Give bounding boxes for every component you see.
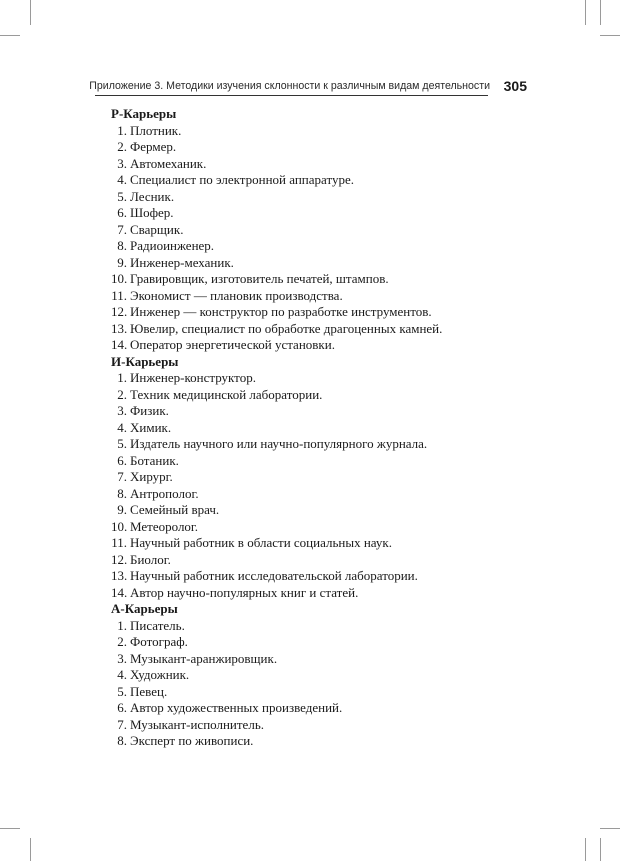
- list-item-text: Фермер.: [130, 139, 177, 154]
- list-item: [111, 321, 531, 338]
- crop-mark: [0, 35, 20, 36]
- list-item: [111, 420, 531, 437]
- list-item-text: Антрополог.: [130, 485, 199, 501]
- list-item-text: Техник медицинской лаборатории.: [130, 386, 323, 402]
- list-item: [111, 733, 531, 750]
- list-item-number: 6.: [117, 700, 127, 715]
- list-item: [111, 469, 531, 486]
- list-item-number: 11.: [111, 535, 127, 550]
- list-item: [111, 585, 531, 602]
- list-item-text: Автор научно-популярных книг и статей.: [130, 584, 359, 600]
- list-item-text: Физик.: [130, 403, 169, 418]
- list-item: [111, 255, 531, 272]
- list-item-text: Метеоролог.: [130, 518, 199, 534]
- list-item: [111, 453, 531, 470]
- list-item: [111, 123, 531, 140]
- list-item-number: 13.: [111, 320, 128, 336]
- crop-mark: [585, 838, 586, 861]
- list-item-text: Инженер — конструктор по разработке инструментов.: [130, 304, 432, 319]
- list-item-number: 8.: [117, 238, 127, 253]
- list-item-number: 3.: [117, 650, 127, 666]
- list-item-number: 7.: [117, 469, 127, 484]
- list-item-number: 5.: [117, 188, 127, 204]
- crop-mark: [0, 828, 20, 829]
- list-item: [111, 618, 531, 635]
- header-rule: [95, 95, 488, 96]
- list-item-text: Инженер-механик.: [130, 254, 234, 270]
- list-item-text: Шофер.: [130, 205, 174, 220]
- running-header: [89, 78, 527, 98]
- list-item-number: 1.: [117, 617, 127, 633]
- list-item-text: Музыкант-аранжировщик.: [130, 650, 278, 666]
- list-item: [111, 337, 531, 354]
- list-item-text: Оператор энергетической установки.: [130, 337, 335, 352]
- list-item-number: 5.: [117, 683, 127, 699]
- list-item: [111, 568, 531, 585]
- list-item: [111, 717, 531, 734]
- list-item-number: 13.: [111, 568, 128, 583]
- list-item-text: Биолог.: [130, 551, 171, 567]
- list-item-number: 6.: [117, 205, 127, 220]
- career-lists: [111, 106, 531, 750]
- list-item-text: Плотник.: [130, 122, 182, 138]
- list-item-number: 11.: [111, 287, 127, 303]
- list-item: [111, 552, 531, 569]
- list-item: [111, 535, 531, 552]
- list-item: [111, 222, 531, 239]
- list-item: [111, 156, 531, 173]
- list-item-number: 4.: [117, 419, 127, 435]
- crop-mark: [30, 0, 31, 25]
- crop-mark: [585, 0, 586, 25]
- list-item-text: Специалист по электронной аппаратуре.: [130, 172, 355, 187]
- list-item-text: Автор художественных произведений.: [130, 700, 343, 715]
- list-item-number: 7.: [117, 221, 127, 237]
- list-item: [111, 139, 531, 156]
- list-item: [111, 387, 531, 404]
- list-item: [111, 271, 531, 288]
- list-item-text: Художник.: [130, 667, 190, 682]
- list-item-text: Гравировщик, изготовитель печатей, штампов.: [130, 271, 389, 286]
- page-number: 305: [503, 78, 527, 94]
- list-item-text: Издатель научного или научно-популярного журнала.: [130, 436, 428, 451]
- crop-mark: [600, 838, 601, 861]
- list-item-number: 7.: [117, 716, 127, 732]
- list-item-text: Радиоинженер.: [130, 238, 215, 253]
- list-item-text: Автомеханик.: [130, 155, 207, 171]
- list-item-text: Научный работник в области социальных наук.: [130, 535, 392, 550]
- list-item: [111, 403, 531, 420]
- list-item-text: Семейный врач.: [130, 502, 220, 517]
- list-item: [111, 519, 531, 536]
- crop-mark: [30, 838, 31, 861]
- list-item-number: 14.: [111, 337, 128, 352]
- list-item-number: 2.: [117, 386, 127, 402]
- list-item-text: Эксперт по живописи.: [130, 733, 254, 748]
- list-item: [111, 288, 531, 305]
- list-item-text: Ботаник.: [130, 452, 179, 468]
- list-item-number: 5.: [117, 436, 127, 451]
- list-item-number: 4.: [117, 172, 127, 187]
- list-item-number: 1.: [117, 370, 127, 385]
- list-item: [111, 667, 531, 684]
- list-item-text: Фотограф.: [130, 634, 188, 649]
- list-item: [111, 486, 531, 503]
- list-item-text: Химик.: [130, 419, 172, 435]
- section-heading: А-Карьеры: [111, 601, 178, 616]
- list-item-number: 14.: [111, 584, 128, 600]
- list-item-number: 9.: [117, 254, 127, 270]
- list-item-text: Музыкант-исполнитель.: [130, 716, 264, 732]
- list-item: [111, 684, 531, 701]
- list-item-number: 10.: [111, 518, 128, 534]
- crop-mark: [600, 35, 620, 36]
- list-item: [111, 651, 531, 668]
- list-item-number: 3.: [117, 155, 127, 171]
- list-item-text: Хирург.: [130, 469, 173, 484]
- list-item-number: 1.: [117, 122, 127, 138]
- list-item-text: Научный работник исследовательской лаборатории.: [130, 568, 418, 583]
- list-item: [111, 189, 531, 206]
- list-item: [111, 502, 531, 519]
- crop-mark: [600, 828, 620, 829]
- list-item: [111, 304, 531, 321]
- list-item-number: 3.: [117, 403, 127, 418]
- list-item-text: Писатель.: [130, 617, 185, 633]
- list-item-number: 4.: [117, 667, 127, 682]
- list-item: [111, 700, 531, 717]
- list-item: [111, 205, 531, 222]
- list-item-text: Экономист — плановик производства.: [130, 287, 343, 303]
- list-item-text: Инженер-конструктор.: [130, 370, 256, 385]
- list-item-number: 2.: [117, 139, 127, 154]
- list-item-number: 8.: [117, 733, 127, 748]
- list-item-number: 8.: [117, 485, 127, 501]
- list-item-number: 6.: [117, 452, 127, 468]
- list-item-text: Ювелир, специалист по обработке драгоценных камней.: [130, 320, 443, 336]
- list-item-number: 10.: [111, 271, 128, 286]
- header-title: Приложение 3. Методики изучения склонности к различным видам деятельности: [89, 80, 490, 92]
- list-item-number: 12.: [111, 551, 128, 567]
- list-item-text: Сварщик.: [130, 221, 184, 237]
- list-item-number: 12.: [111, 304, 128, 319]
- list-item: [111, 172, 531, 189]
- list-item: [111, 238, 531, 255]
- list-item-text: Лесник.: [130, 188, 175, 204]
- crop-mark: [600, 0, 601, 25]
- list-item: [111, 634, 531, 651]
- section-heading: И-Карьеры: [111, 353, 179, 369]
- section-heading: Р-Карьеры: [111, 106, 177, 121]
- list-item-number: 9.: [117, 502, 127, 517]
- list-item-number: 2.: [117, 634, 127, 649]
- list-item-text: Певец.: [130, 683, 168, 699]
- list-item: [111, 370, 531, 387]
- list-item: [111, 436, 531, 453]
